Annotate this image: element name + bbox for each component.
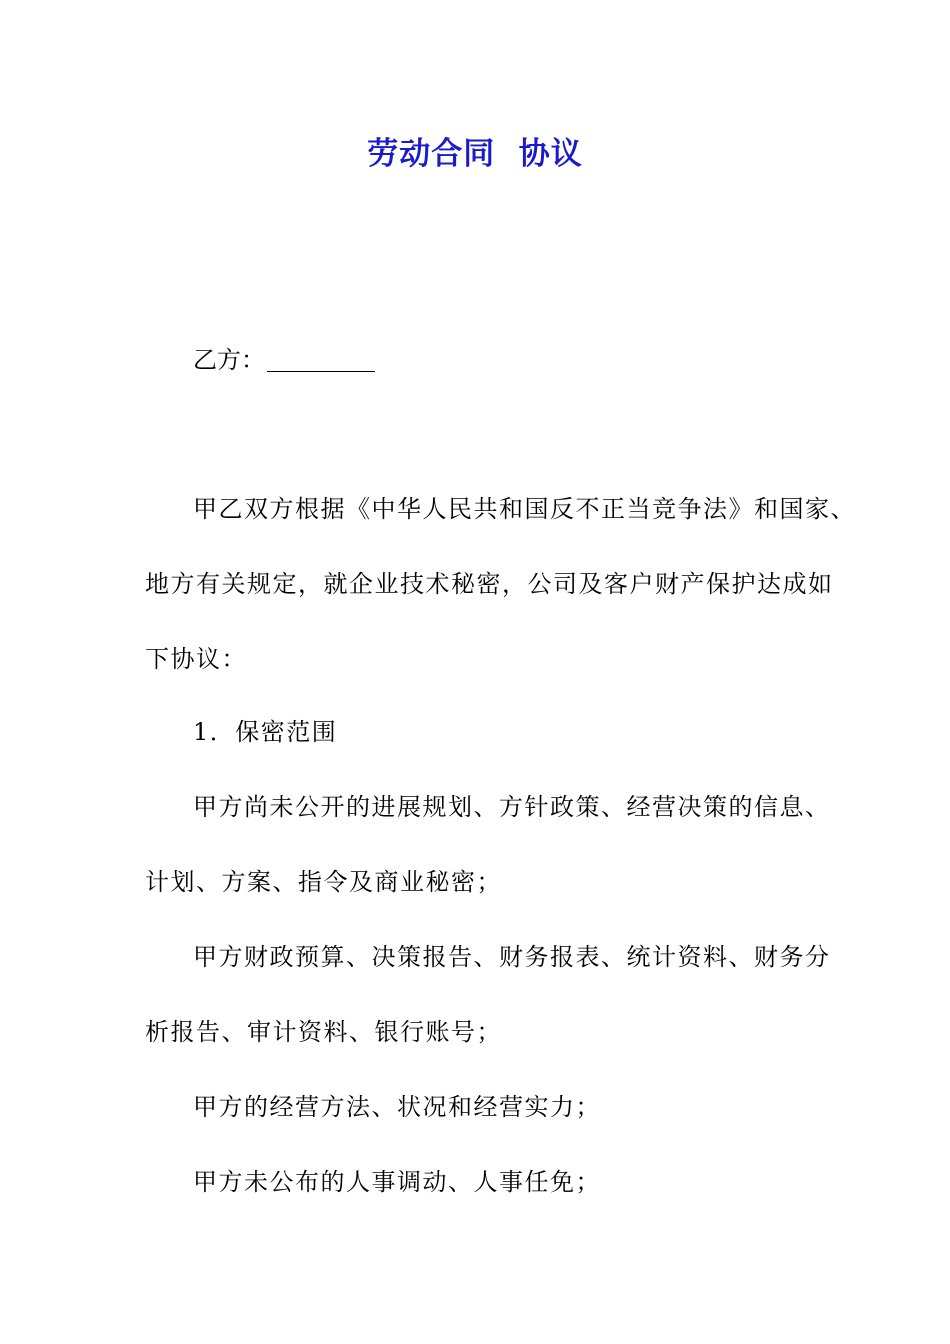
party-b-label: 乙方：: [193, 346, 265, 374]
item-1-line: 甲方尚未公开的进展规划、方针政策、经营决策的信息、: [193, 793, 831, 821]
party-b-blank: [267, 345, 375, 372]
item-2-paragraph: [145, 920, 831, 1070]
section-heading: [145, 695, 815, 770]
item-1-line: 计划、方案、指令及商业秘密；: [145, 868, 502, 896]
section-1-heading: 1．保密范围: [193, 718, 338, 746]
intro-paragraph: [145, 472, 856, 697]
intro-line: 甲乙双方根据《中华人民共和国反不正当竞争法》和国家、: [193, 495, 856, 523]
intro-line: 地方有关规定，就企业技术秘密，公司及客户财产保护达成如: [145, 570, 834, 598]
item-3-paragraph: [145, 1070, 815, 1145]
item-1-paragraph: [145, 770, 831, 920]
item-4-paragraph: [145, 1145, 815, 1220]
item-3-line: 甲方的经营方法、状况和经营实力；: [193, 1093, 601, 1121]
item-2-line: 析报告、审计资料、银行账号；: [145, 1018, 502, 1046]
item-2-line: 甲方财政预算、决策报告、财务报表、统计资料、财务分: [193, 943, 831, 971]
document-title: 劳动合同 协议: [367, 136, 583, 172]
intro-line: 下协议：: [145, 645, 247, 673]
party-b-line: [193, 342, 375, 378]
item-4-line: 甲方未公布的人事调动、人事任免；: [193, 1168, 601, 1196]
